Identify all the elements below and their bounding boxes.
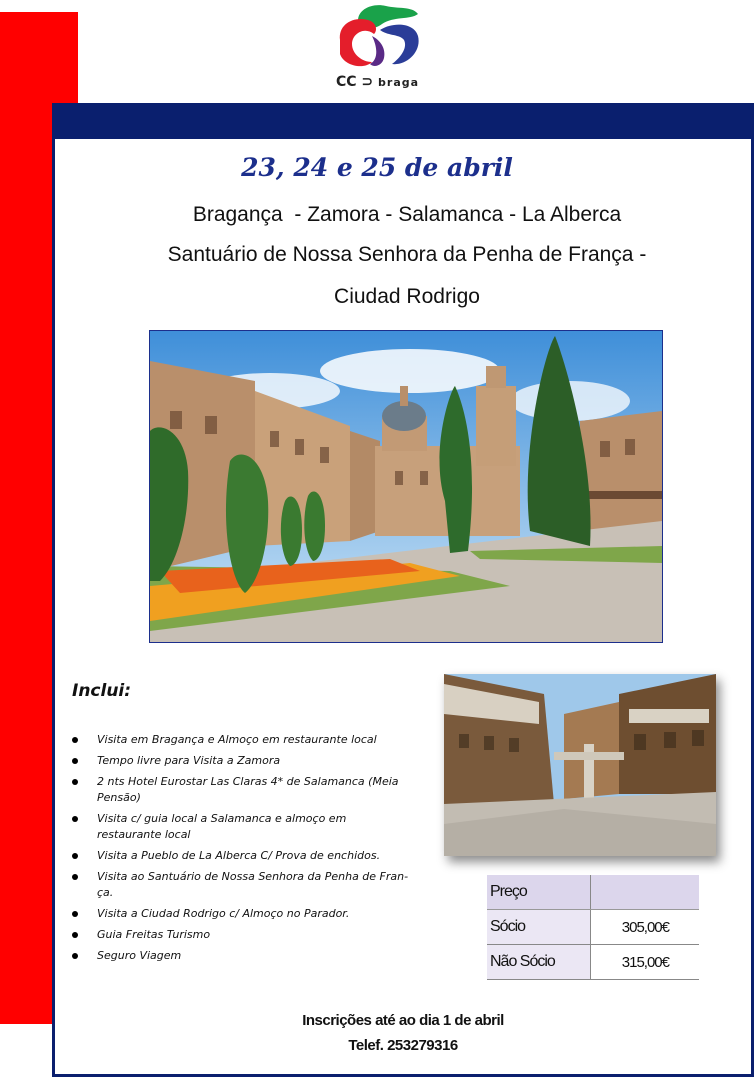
registration-deadline: Inscrições até ao dia 1 de abril bbox=[302, 1012, 504, 1029]
route-line-1: Bragança - Zamora - Salamanca - La Alberca bbox=[192, 203, 622, 226]
price-header-label: Preço bbox=[487, 875, 591, 910]
price-header-empty-cell bbox=[591, 875, 700, 910]
bullet-icon bbox=[72, 779, 78, 785]
list-item: Visita ao Santuário de Nossa Senhora da Penha de Fran-ça. bbox=[70, 869, 410, 901]
salamanca-plaza-photo bbox=[149, 330, 663, 643]
bullet-icon bbox=[72, 874, 78, 880]
price-value-socio: 305,00€ bbox=[591, 910, 700, 945]
table-row bbox=[487, 910, 699, 945]
contact-phone: Telef. 253279316 bbox=[348, 1037, 458, 1054]
bullet-icon bbox=[72, 932, 78, 938]
list-item: 2 nts Hotel Eurostar Las Claras 4* de Salamanca (Meia Pensão) bbox=[70, 774, 410, 806]
blue-header-band bbox=[52, 103, 754, 139]
list-item: Visita a Ciudad Rodrigo c/ Almoço no Parador. bbox=[70, 906, 410, 922]
bullet-icon bbox=[72, 853, 78, 859]
list-item: Visita em Bragança e Almoço em restaurante local bbox=[70, 732, 410, 748]
bullet-icon bbox=[72, 758, 78, 764]
trip-dates: 23, 24 e 25 de abril bbox=[241, 153, 513, 182]
list-item: Guia Freitas Turismo bbox=[70, 927, 410, 943]
list-item: Visita a Pueblo de La Alberca C/ Prova de enchidos. bbox=[70, 848, 410, 864]
price-label-nao-socio: Não Sócio bbox=[487, 945, 591, 980]
includes-list bbox=[70, 732, 410, 969]
list-item: Tempo livre para Visita a Zamora bbox=[70, 753, 410, 769]
bullet-icon bbox=[72, 737, 78, 743]
route-line-2: Santuário de Nossa Senhora da Penha de França - bbox=[167, 243, 647, 266]
route-line-3: Ciudad Rodrigo bbox=[334, 285, 480, 308]
bullet-icon bbox=[72, 816, 78, 822]
la-alberca-square-photo bbox=[444, 674, 716, 856]
price-label-socio: Sócio bbox=[487, 910, 591, 945]
bullet-icon bbox=[72, 953, 78, 959]
price-table-header-row bbox=[487, 875, 699, 910]
logo-wordmark: CC ⊃ braga bbox=[336, 74, 420, 90]
price-table bbox=[487, 875, 699, 980]
price-value-nao-socio: 315,00€ bbox=[591, 945, 700, 980]
list-item: Visita c/ guia local a Salamanca e almoço em restaurante local bbox=[70, 811, 410, 843]
includes-title: Inclui: bbox=[72, 681, 132, 701]
list-item: Seguro Viagem bbox=[70, 948, 410, 964]
table-row bbox=[487, 945, 699, 980]
bullet-icon bbox=[72, 911, 78, 917]
